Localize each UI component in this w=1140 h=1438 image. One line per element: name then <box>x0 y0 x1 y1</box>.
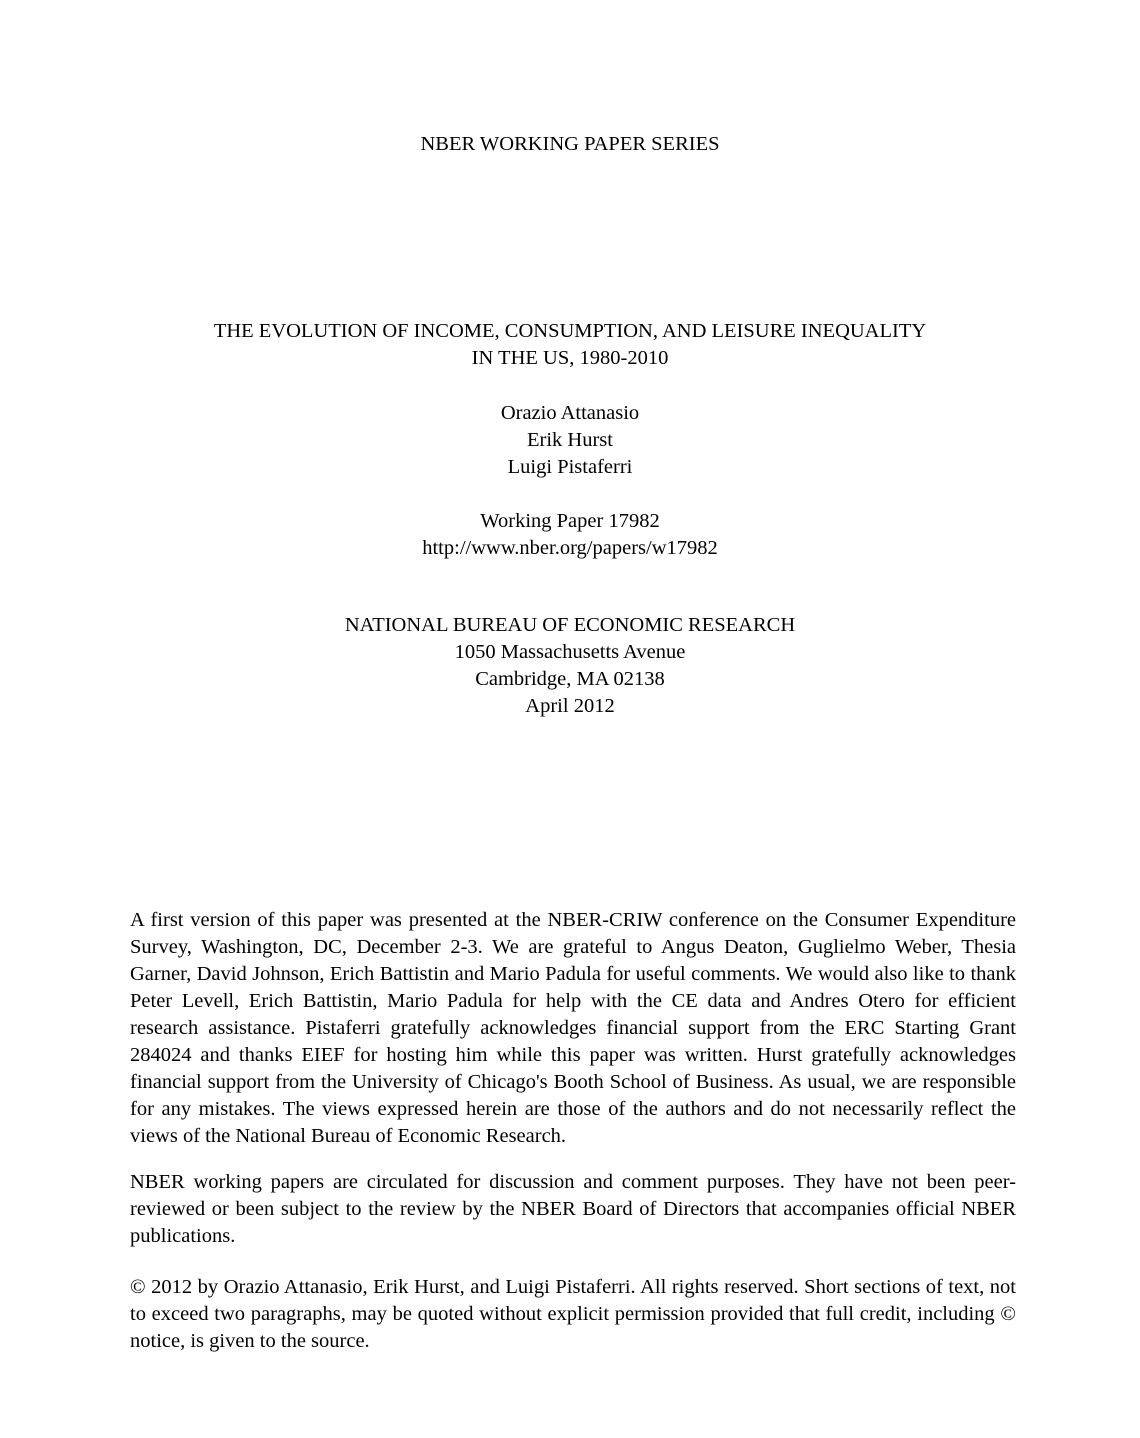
series-header: NBER WORKING PAPER SERIES <box>420 133 720 155</box>
author-name: Erik Hurst <box>527 429 613 451</box>
author-name: Luigi Pistaferri <box>507 456 633 478</box>
working-paper-number: Working Paper 17982 <box>480 510 660 532</box>
paper-title-line-2: IN THE US, 1980-2010 <box>471 347 669 369</box>
working-paper-block <box>0 508 1140 562</box>
institution-block <box>0 612 1140 720</box>
institution-address-2: Cambridge, MA 02138 <box>475 668 665 690</box>
paper-url-text[interactable]: http://www.nber.org/papers/w17982 <box>422 537 718 559</box>
copyright-paragraph: © 2012 by Orazio Attanasio, Erik Hurst, and Luigi Pistaferri. All rights reserved. Short sections of text, not to exceed two paragraphs, may be quoted without explicit permission provided that full credit, including © notice, is given to the source. <box>130 1276 1016 1352</box>
acknowledgments-paragraph: A first version of this paper was presented at the NBER-CRIW conference on the Consumer Expenditure Survey, Washington, DC, December 2-3. We are grateful to Angus Deaton, Guglielmo Weber, Thesia Garner, David Johnson, Erich Battistin and Mario Padula for useful comments. We would also like to thank Peter Levell, Erich Battistin, Mario Padula for help with the CE data and Andres Otero for efficient research assistance. Pistaferri gratefully acknowledges financial support from the ERC Starting Grant 284024 and thanks EIEF for hosting him while this paper was written. Hurst gratefully acknowledges financial support from the University of Chicago's Booth School of Business. As usual, we are responsible for any mistakes. The views expressed herein are those of the authors and do not necessarily reflect the views of the National Bureau of Economic Research. <box>130 909 1016 1147</box>
paper-title <box>0 318 1140 372</box>
paper-url[interactable] <box>0 535 1140 562</box>
institution-name: NATIONAL BUREAU OF ECONOMIC RESEARCH <box>344 614 796 636</box>
publication-date: April 2012 <box>525 695 615 717</box>
author-list <box>0 400 1140 481</box>
author-name: Orazio Attanasio <box>500 402 640 424</box>
disclaimer-paragraph: NBER working papers are circulated for discussion and comment purposes. They have not been peer-reviewed or been subject to the review by the NBER Board of Directors that accompanies official NBER publications. <box>130 1171 1016 1247</box>
institution-address-1: 1050 Massachusetts Avenue <box>454 641 686 663</box>
paper-title-line-1: THE EVOLUTION OF INCOME, CONSUMPTION, AND LEISURE INEQUALITY <box>213 320 927 342</box>
